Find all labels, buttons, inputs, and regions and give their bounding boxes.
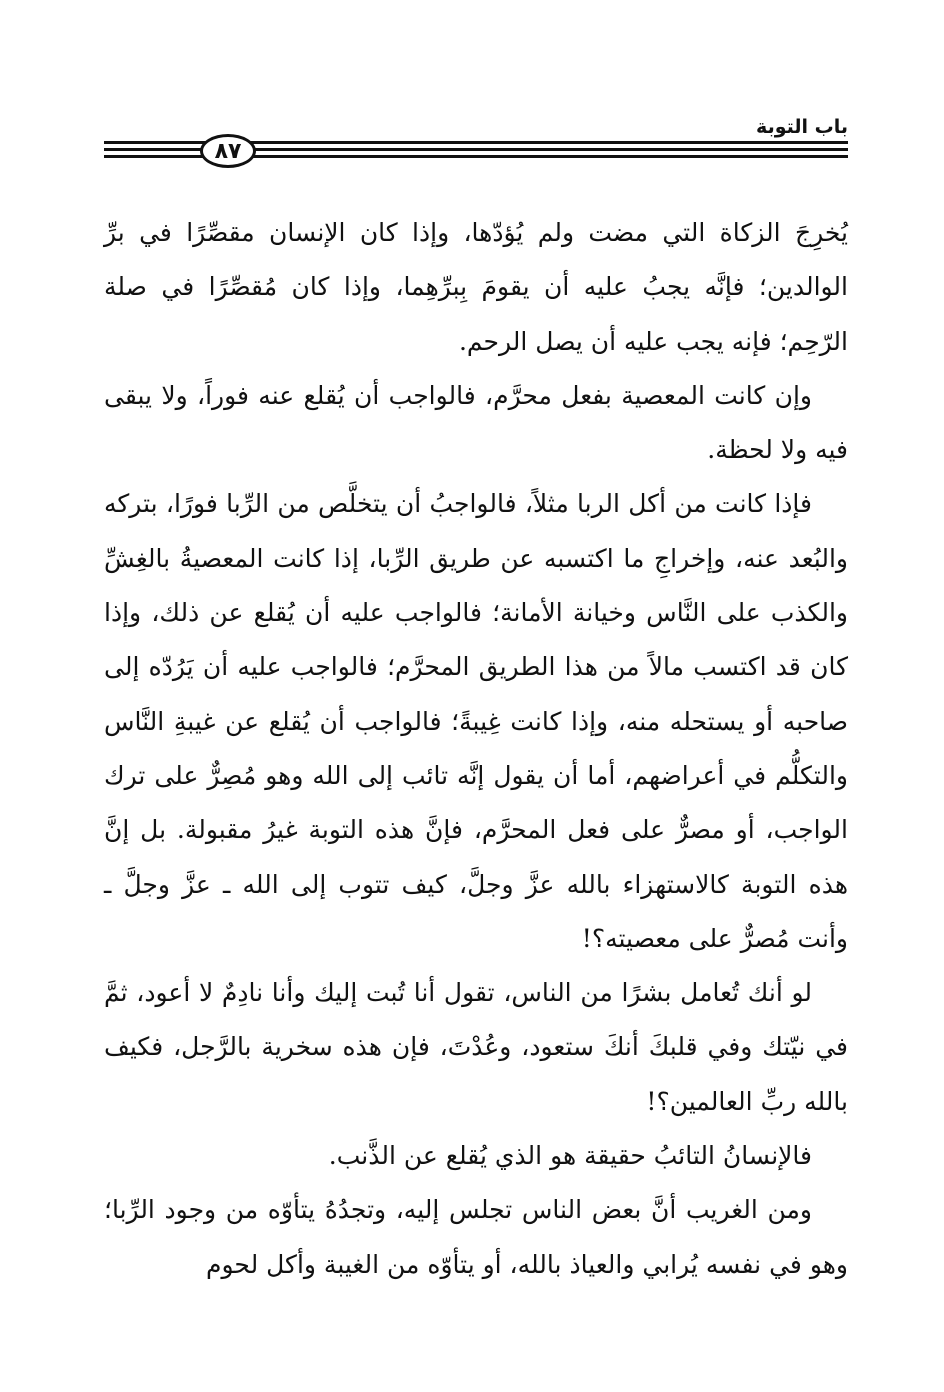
paragraph: ومن الغريب أنَّ بعض الناس تجلس إليه، وتجدُهُ يتأوّه من وجود الرِّبا؛ وهو في نفسه يُرابي والعياذ بالله، أو يتأوّه من الغيبة وأكل لحوم — [104, 1195, 848, 1279]
page-number: ٨٧ — [200, 134, 256, 168]
paragraph: فالإنسانُ التائبُ حقيقة هو الذي يُقلع عن الذَّنب. — [328, 1141, 812, 1171]
page-header — [104, 112, 848, 172]
body-text — [104, 206, 848, 1292]
paragraph: يُخرِجَ الزكاة التي مضت ولم يُؤدّها، وإذا كان الإنسان مقصِّرًا في برِّ الوالدين؛ فإنَّه يجبُ عليه أن يقومَ بِبرِّهِما، وإذا كان مُقصِّرًا في صلة الرّحِم؛ فإنه يجب عليه أن يصل الرحم. — [104, 218, 848, 356]
paragraph: لو أنك تُعامل بشرًا من الناس، تقول أنا تُبت إليك وأنا نادِمٌ لا أعود، ثمَّ في نيّتك وفي قلبكَ أنكَ ستعود، وعُدْتَ، فإن هذه سخرية بالرَّجل، فكيف بالله ربِّ العالمين؟! — [104, 978, 848, 1116]
chapter-title: باب التوبة — [756, 116, 848, 138]
paragraph: وإن كانت المعصية بفعل محرَّم، فالواجب أن يُقلع عنه فوراً، ولا يبقى فيه ولا لحظة. — [104, 380, 848, 465]
paragraph: فإذا كانت من أكل الربا مثلاً، فالواجبُ أن يتخلَّص من الرِّبا فورًا، بتركه والبُعد عنه، وإخراجِ ما اكتسبه عن طريق الرِّبا، إذا كانت المعصيةُ بالغِشِّ والكذب على النَّاس وخيانة الأمانة؛ فالواجب عليه أن يُقلع عن ذلك، وإذا كان قد اكتسب مالاً من هذا الطريق المحرَّم؛ فالواجب عليه أن يَرُدّه إلى صاحبه أو يستحله منه، وإذا كانت غِيبةً؛ فالواجب أن يُقلع عن غيبةِ النَّاس والتكلُّم في أعراضهم، أما أن يقول إنَّه تائب إلى الله وهو مُصِرٌّ على ترك الواجب، أو مصرٌّ على فعل المحرَّم، فإنَّ هذه التوبة غيرُ مقبولة. بل إنَّ هذه التوبة كالاستهزاء بالله عزَّ وجلَّ، كيف تتوب إلى الله ـ عزَّ وجلَّ ـ وأنت مُصرٌّ على معصيته؟! — [104, 489, 848, 953]
